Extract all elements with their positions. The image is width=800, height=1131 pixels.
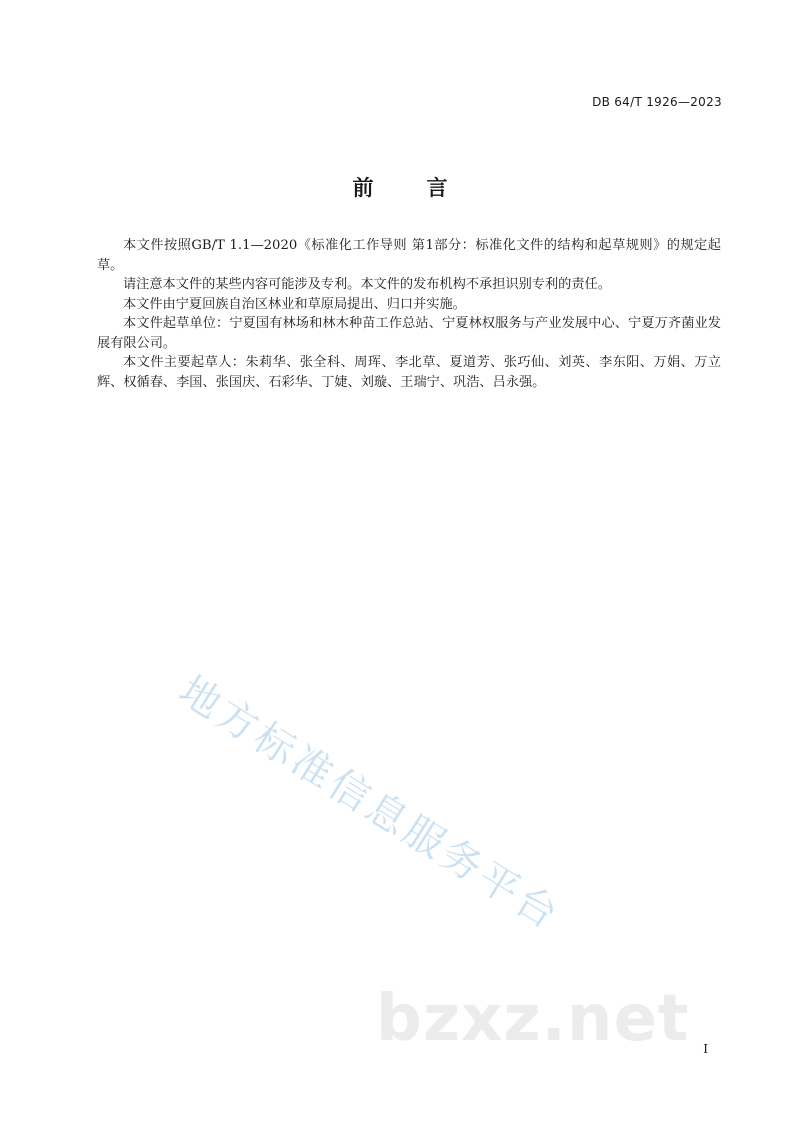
paragraph-proposer: 本文件由宁夏回族自治区林业和草原局提出、归口并实施。 — [123, 296, 466, 312]
page-title: 前 言 — [352, 176, 464, 200]
foreword-body — [97, 236, 721, 392]
paragraph-drafting-units: 本文件起草单位：宁夏国有林场和林木种苗工作总站、宁夏林权服务与产业发展中心、宁夏万齐菌业发展有限公司。 — [97, 316, 721, 351]
document-code: DB 64/T 1926—2023 — [592, 95, 722, 109]
paragraph-standard-basis: 本文件按照GB/T 1.1—2020《标准化工作导则 第1部分：标准化文件的结构和起草规则》的规定起草。 — [97, 238, 721, 273]
paragraph-drafters: 本文件主要起草人：朱莉华、张全科、周珲、李北草、夏道芳、张巧仙、刘英、李东阳、万娟、万立辉、权循春、李国、张国庆、石彩华、丁婕、刘璇、王瑞宁、巩浩、吕永强。 — [97, 355, 721, 390]
paragraph-patent-notice: 请注意本文件的某些内容可能涉及专利。本文件的发布机构不承担识别专利的责任。 — [123, 277, 611, 292]
site-watermark: bzxz.net — [376, 982, 690, 1056]
page-number: I — [703, 1042, 708, 1056]
platform-watermark: 地方标准信息服务平台 — [170, 667, 569, 940]
